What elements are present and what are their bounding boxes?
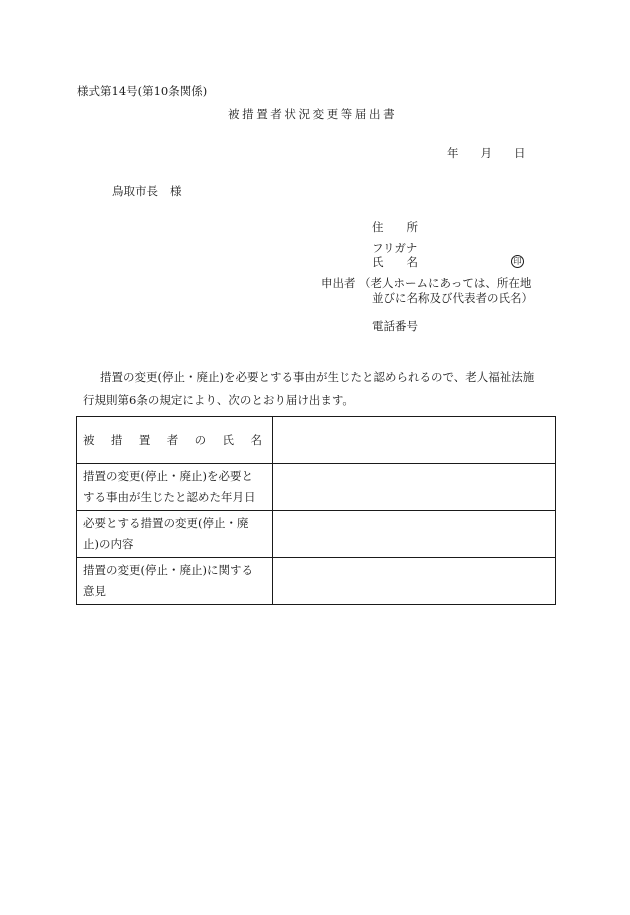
date-line [447,147,526,161]
table-row [77,464,556,511]
addressee [112,185,182,199]
label-line: する事由が生じたと認めた年月日 [83,490,256,504]
body-text-line2: 行規則第6条の規定により、次のとおり届け出ます。 [83,393,354,407]
change-date-value[interactable] [273,464,556,511]
body-text-line1: 措置の変更(停止・廃止)を必要とする事由が生じたと認められるので、老人福祉法施 [100,370,535,384]
addressee-honorific: 様 [170,184,182,198]
change-content-value[interactable] [273,511,556,558]
phone-label: 電話番号 [372,319,418,333]
label-line: 止)の内容 [83,537,134,551]
address-label: 住 所 [372,220,418,234]
furigana-label: フリガナ [372,241,418,255]
table-row [77,417,556,464]
subject-name-label-cell [77,417,273,464]
subject-name-value[interactable] [273,417,556,464]
applicant-note-line2: 並びに名称及び代表者の氏名） [372,291,533,305]
name-label: 氏 名 [372,255,418,269]
form-number: 様式第14号(第10条関係) [77,84,208,98]
change-date-label [77,464,273,511]
label-char: 措 [110,432,123,447]
opinion-value[interactable] [273,558,556,605]
addressee-name: 鳥取市長 [112,184,158,198]
document-title: 被措置者状況変更等届出書 [228,107,398,121]
applicant-note-line1: （老人ホームにあっては、所在地 [359,276,532,290]
table-row [77,511,556,558]
label-line: 措置の変更(停止・廃止)を必要と [83,469,253,483]
label-char: 被 [83,432,95,447]
label-line: 必要とする措置の変更(停止・廃 [83,516,249,530]
label-char: 氏 [222,432,235,447]
change-content-label [77,511,273,558]
notification-table [76,416,556,605]
opinion-label [77,558,273,605]
label-line: 措置の変更(停止・廃止)に関する [83,563,253,577]
label-line: 意見 [83,584,106,598]
label-char: 置 [138,432,151,447]
seal-mark: 印 [511,255,524,268]
date-year-label: 年 [447,146,459,160]
label-char: の [194,432,207,447]
date-day-label: 日 [514,146,526,160]
applicant-label: 申出者 [321,276,356,290]
label-char: 者 [166,432,179,447]
subject-name-label [83,430,266,451]
label-char: 名 [250,432,262,447]
table-row [77,558,556,605]
date-month-label: 月 [480,146,492,160]
